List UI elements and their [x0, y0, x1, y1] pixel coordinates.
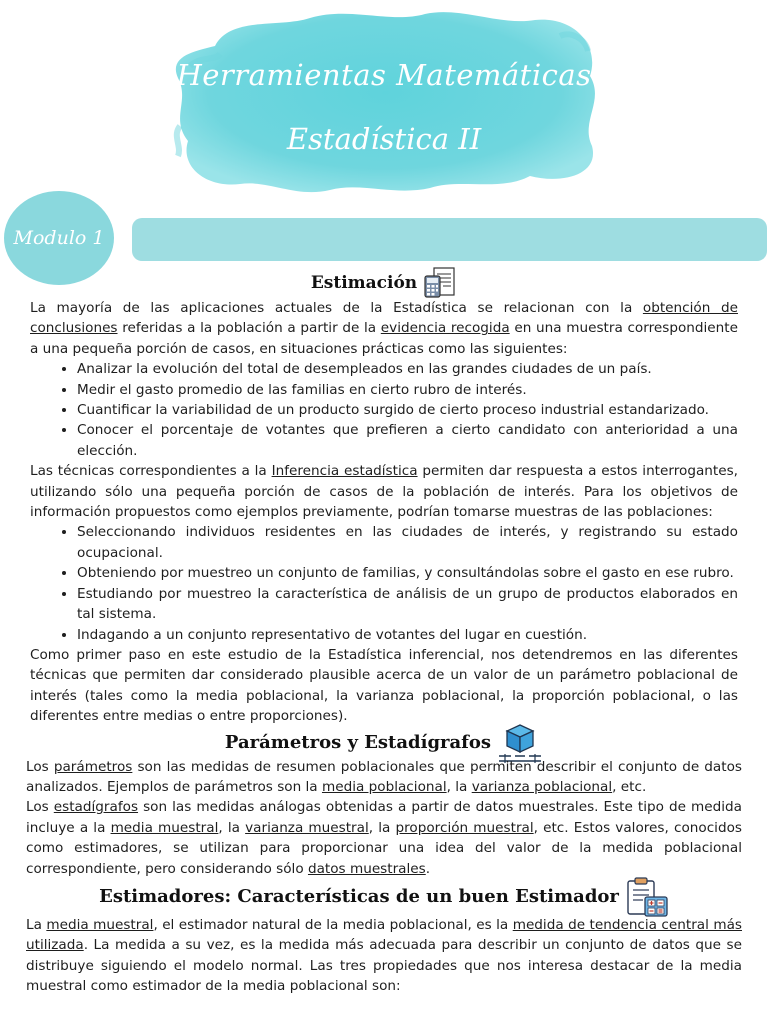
- watercolor-splash: [160, 6, 605, 196]
- page-title: Herramientas Matemáticas: [176, 58, 592, 92]
- intro-paragraph: La mayoría de las aplicaciones actuales de la Estadística se relacionan con la obtención de conclusiones referidas a la población a partir de la evidencia recogida en una muestra correspondiente a una pequeña porción de casos, en situaciones prácticas como las siguientes:: [30, 300, 738, 357]
- section-title: Estimadores: Características de un buen Estimador: [99, 886, 619, 908]
- statistics-paragraph: Los estadígrafos son las medidas análogas obtenidas a partir de datos muestrales. Este tipo de medida incluye a la media muestral, la varianza muestral, la proporción muestral, etc. Estos valores, conocidos como estimadores, se utilizan para proporcionar una idea del valor de la medida poblacional correspondiente, pero considerando sólo datos muestrales.: [26, 799, 742, 877]
- samples-list: [0, 522, 768, 644]
- page-subtitle: Estadística II: [286, 122, 482, 156]
- list-item: • Analizar la evolución del total de desempleados en las grandes ciudades de un país.: [77, 359, 738, 379]
- list-item: • Medir el gasto promedio de las familias en cierto rubro de interés.: [77, 380, 738, 400]
- parameters-paragraph: Los parámetros son las medidas de resumen poblacionales que permiten describir el conjunto de datos analizados. Ejemplos de parámetros son la media poblacional, la varianza poblacional, etc.: [26, 758, 742, 795]
- document-body: [0, 268, 768, 997]
- inference-paragraph: Las técnicas correspondientes a la Inferencia estadística permiten dar respuesta a estos interrogantes, utilizando sólo una pequeña porción de casos de la población de interés. Para los objetivos de información propuestos como ejemplos previamente, podrían tomarse muestras de las poblaciones:: [30, 463, 739, 521]
- examples-list: [0, 359, 768, 461]
- section-title: Estimación: [310, 273, 418, 293]
- section-heading-estimacion: [0, 268, 768, 298]
- calculator-document-icon: [423, 267, 457, 299]
- first-step-paragraph: Como primer paso en este estudio de la Estadística inferencial, nos detendremos en las diferentes técnicas que permiten dar considerado plausible acerca de un valor de un parámetro poblacional de interés (tales como la media poblacional, la varianza poblacional, la proporción poblacional, o las diferentes entre medias o entre proporciones).: [30, 646, 738, 725]
- estimator-paragraph: La media muestral, el estimador natural de la media poblacional, es la medida de tendencia central más utilizada. La medida a su vez, es la medida más adecuada para describir un conjunto de datos que se distribuye siguiendo el modelo normal. Las tres propiedades que nos interesa destacar de la media muestral como estimador de la media poblacional son:: [26, 916, 742, 995]
- section-heading-parametros: [0, 729, 768, 757]
- page-header: [0, 0, 768, 200]
- list-item: • Obteniendo por muestreo un conjunto de familias, y consultándolas sobre el gasto en ese rubro.: [77, 563, 738, 583]
- list-item: • Estudiando por muestreo la característica de análisis de un grupo de productos elaborados en tal sistema.: [77, 584, 738, 625]
- clipboard-calculator-icon: [625, 877, 669, 917]
- list-item: • Cuantificar la variabilidad de un producto surgido de cierto proceso industrial estandarizado.: [77, 400, 738, 420]
- list-item: • Seleccionando individuos residentes en las ciudades de interés, y registrando su estado ocupacional.: [77, 522, 738, 563]
- list-item: • Conocer el porcentaje de votantes que prefieren a cierto candidato con anterioridad a una elección.: [77, 420, 738, 461]
- module-banner: [132, 218, 767, 261]
- section-heading-estimadores: [0, 879, 768, 915]
- list-item: • Indagando a un conjunto representativo de votantes del lugar en cuestión.: [77, 625, 738, 645]
- section-title: Parámetros y Estadígrafos: [224, 732, 492, 754]
- module-label: Modulo 1: [13, 227, 105, 249]
